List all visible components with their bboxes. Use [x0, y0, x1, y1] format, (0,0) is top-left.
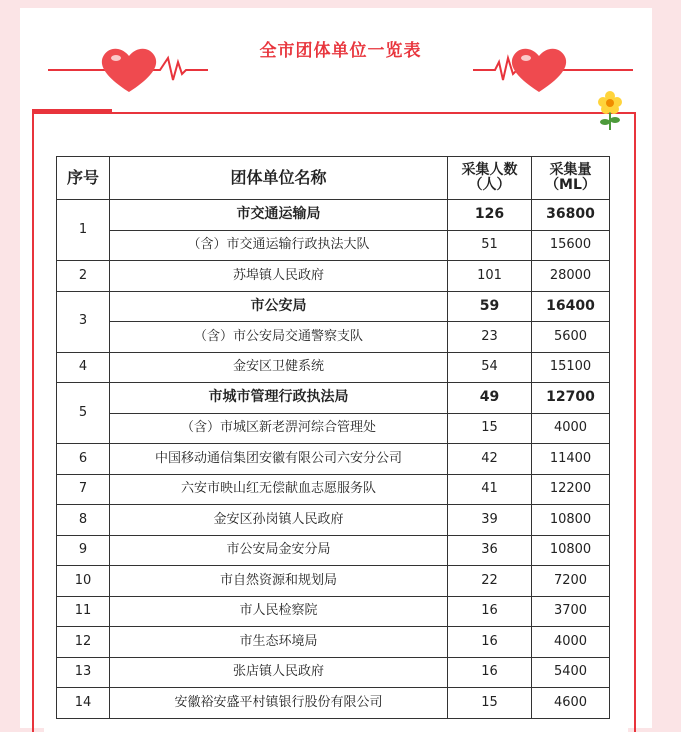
- cell-count: 49: [448, 383, 532, 414]
- cell-seq: 3: [57, 291, 110, 352]
- cell-count: 15: [448, 688, 532, 719]
- cell-volume: 3700: [532, 596, 610, 627]
- cell-volume: 28000: [532, 261, 610, 292]
- cell-count: 42: [448, 444, 532, 475]
- header-count-line1: 采集人数: [461, 161, 518, 178]
- table-row: [57, 474, 610, 505]
- cell-count: 22: [448, 566, 532, 597]
- table-row: [57, 444, 610, 475]
- cell-seq: 5: [57, 383, 110, 444]
- cell-name: 市公安局金安分局: [110, 535, 448, 566]
- table-row: [57, 596, 610, 627]
- table-row: [57, 322, 610, 353]
- table-row: [57, 657, 610, 688]
- cell-volume: 12700: [532, 383, 610, 414]
- table-row: [57, 230, 610, 261]
- cell-count: 59: [448, 291, 532, 322]
- cell-volume: 5600: [532, 322, 610, 353]
- cell-volume: 4000: [532, 627, 610, 658]
- cell-name: 张店镇人民政府: [110, 657, 448, 688]
- cell-name: （含）市城区新老淠河综合管理处: [110, 413, 448, 444]
- header-name: 团体单位名称: [110, 157, 448, 200]
- cell-volume: 4000: [532, 413, 610, 444]
- cell-volume: 12200: [532, 474, 610, 505]
- cell-name: 市公安局: [110, 291, 448, 322]
- cell-count: 36: [448, 535, 532, 566]
- cell-name: 金安区卫健系统: [110, 352, 448, 383]
- cell-volume: 10800: [532, 535, 610, 566]
- table-row: [57, 566, 610, 597]
- cell-volume: 11400: [532, 444, 610, 475]
- cell-volume: 10800: [532, 505, 610, 536]
- cell-name: 中国移动通信集团安徽有限公司六安分公司: [110, 444, 448, 475]
- cell-count: 15: [448, 413, 532, 444]
- table-row: [57, 352, 610, 383]
- table-header-row: [57, 157, 610, 200]
- cell-volume: 7200: [532, 566, 610, 597]
- cell-seq: 2: [57, 261, 110, 292]
- header-volume-line2: （ML）: [545, 177, 596, 193]
- cell-name: 市城市管理行政执法局: [110, 383, 448, 414]
- cell-count: 101: [448, 261, 532, 292]
- cell-seq: 7: [57, 474, 110, 505]
- cell-count: 54: [448, 352, 532, 383]
- units-table: [56, 156, 610, 719]
- cell-name: 安徽裕安盛平村镇银行股份有限公司: [110, 688, 448, 719]
- cell-name: 六安市映山红无偿献血志愿服务队: [110, 474, 448, 505]
- cell-seq: 6: [57, 444, 110, 475]
- table-row: [57, 261, 610, 292]
- table-row: [57, 383, 610, 414]
- cell-name: 市人民检察院: [110, 596, 448, 627]
- header: [0, 0, 681, 115]
- cell-seq: 12: [57, 627, 110, 658]
- table-row: [57, 627, 610, 658]
- cell-name: 苏埠镇人民政府: [110, 261, 448, 292]
- header-count-line2: （人）: [468, 177, 511, 193]
- table-row: [57, 535, 610, 566]
- header-seq: 序号: [57, 157, 110, 200]
- cell-name: 市自然资源和规划局: [110, 566, 448, 597]
- table-row: [57, 291, 610, 322]
- cell-count: 16: [448, 657, 532, 688]
- cell-count: 23: [448, 322, 532, 353]
- cell-seq: 1: [57, 200, 110, 261]
- table-panel: [44, 142, 628, 732]
- cell-seq: 8: [57, 505, 110, 536]
- table-row: [57, 200, 610, 231]
- cell-seq: 4: [57, 352, 110, 383]
- cell-volume: 15600: [532, 230, 610, 261]
- cell-count: 16: [448, 627, 532, 658]
- cell-count: 126: [448, 200, 532, 231]
- cell-volume: 5400: [532, 657, 610, 688]
- cell-name: （含）市交通运输行政执法大队: [110, 230, 448, 261]
- cell-seq: 10: [57, 566, 110, 597]
- cell-count: 41: [448, 474, 532, 505]
- cell-volume: 36800: [532, 200, 610, 231]
- cell-name: 市交通运输局: [110, 200, 448, 231]
- cell-count: 16: [448, 596, 532, 627]
- frame-corner-accent: [32, 109, 112, 113]
- cell-seq: 13: [57, 657, 110, 688]
- table-row: [57, 505, 610, 536]
- header-count: [448, 157, 532, 200]
- cell-count: 51: [448, 230, 532, 261]
- cell-count: 39: [448, 505, 532, 536]
- page-title: 全市团体单位一览表: [259, 41, 422, 61]
- cell-name: 市生态环境局: [110, 627, 448, 658]
- cell-seq: 14: [57, 688, 110, 719]
- cell-name: （含）市公安局交通警察支队: [110, 322, 448, 353]
- cell-seq: 11: [57, 596, 110, 627]
- header-volume-line1: 采集量: [549, 161, 592, 178]
- cell-seq: 9: [57, 535, 110, 566]
- header-volume: [532, 157, 610, 200]
- table-row: [57, 688, 610, 719]
- cell-name: 金安区孙岗镇人民政府: [110, 505, 448, 536]
- cell-volume: 16400: [532, 291, 610, 322]
- table-row: [57, 413, 610, 444]
- flower-icon: [596, 90, 624, 132]
- cell-volume: 4600: [532, 688, 610, 719]
- cell-volume: 15100: [532, 352, 610, 383]
